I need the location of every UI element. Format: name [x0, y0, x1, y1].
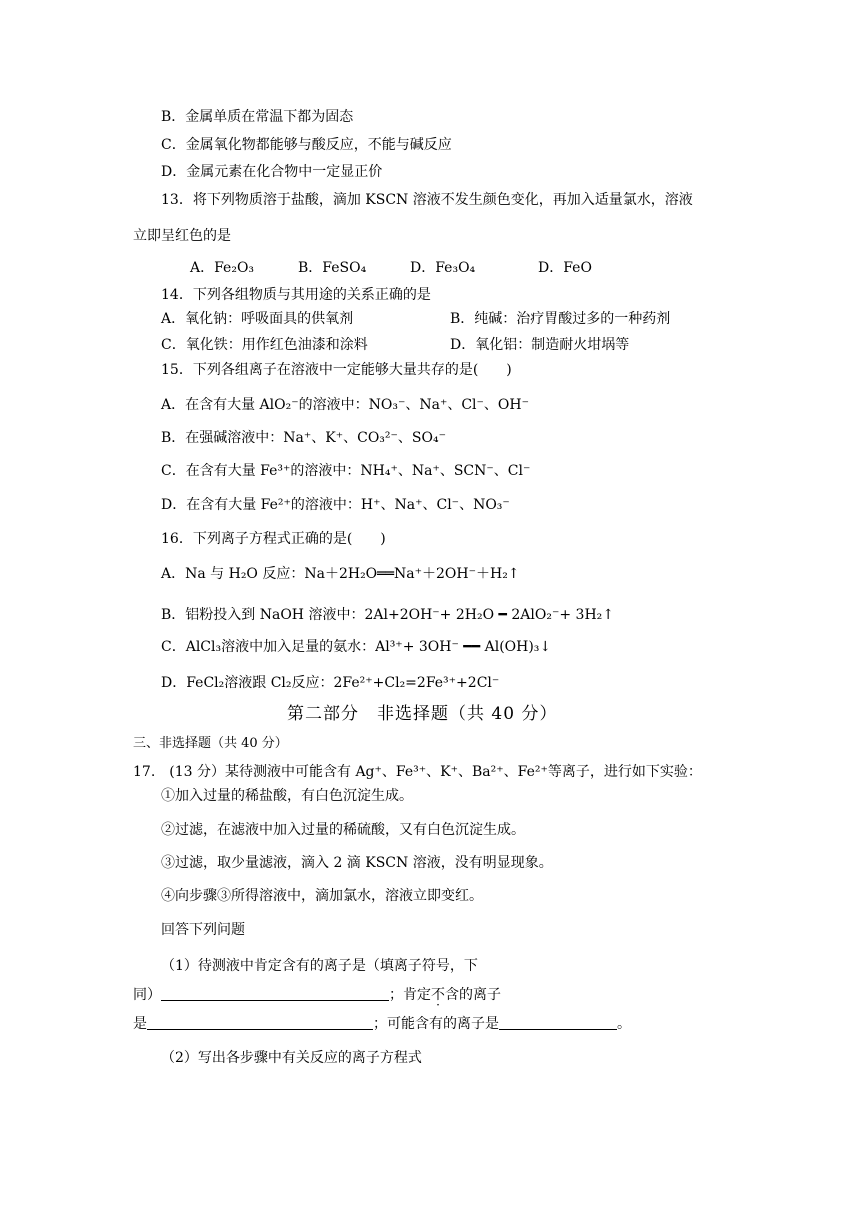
q16-option-b: B．铝粉投入到 NaOH 溶液中：2Al+2OH⁻+ 2H₂O ━ 2AlO₂⁻+ 3H₂↑ — [161, 607, 615, 623]
q13-option-b: B．FeSO₄ — [298, 260, 367, 276]
q15-stem: 15．下列各组离子在溶液中一定能够大量共存的是( ) — [161, 362, 512, 378]
q13-stem-line2: 立即呈红色的是 — [133, 228, 231, 244]
q13-option-c: D．Fe₃O₄ — [410, 260, 476, 276]
q17-part2: （2）写出各步骤中有关反应的离子方程式 — [161, 1050, 422, 1066]
q15-option-c: C．在含有大量 Fe³⁺的溶液中：NH₄⁺、Na⁺、SCN⁻、Cl⁻ — [161, 463, 531, 479]
section-three-heading: 三、非选择题（共 40 分） — [133, 736, 288, 751]
answer-blank-absent-ions[interactable] — [147, 1015, 373, 1030]
q15-option-d: D．在含有大量 Fe²⁺的溶液中：H⁺、Na⁺、Cl⁻、NO₃⁻ — [161, 497, 510, 513]
q17-part1-line3-mid: ；可能含有的离子是 — [373, 1016, 499, 1032]
q15-option-b: B．在强碱溶液中：Na⁺、K⁺、CO₃²⁻、SO₄⁻ — [161, 430, 446, 446]
part-two-title: 第二部分 非选择题（共 40 分） — [287, 704, 558, 724]
q14-option-a: A．氧化钠：呼吸面具的供氧剂 — [161, 311, 354, 327]
q17-part1-line3-prefix: 是 — [133, 1016, 147, 1032]
q12-option-c: C．金属氧化物都能够与酸反应，不能与碱反应 — [161, 137, 452, 153]
q16-option-a: A．Na 与 H₂O 反应：Na＋2H₂O══Na⁺＋2OH⁻＋H₂↑ — [161, 566, 520, 582]
q16-option-d: D．FeCl₂溶液跟 Cl₂反应：2Fe²⁺+Cl₂=2Fe³⁺+2Cl⁻ — [161, 675, 500, 691]
q14-option-b: B．纯碱：治疗胃酸过多的一种药剂 — [450, 311, 671, 327]
q13-option-d: D．FeO — [538, 260, 592, 276]
q16-stem: 16．下列离子方程式正确的是( ) — [161, 531, 386, 547]
q17-answer-prompt: 回答下列问题 — [161, 922, 245, 938]
answer-blank-certain-ions[interactable] — [161, 986, 389, 1001]
q13-option-a: A．Fe₂O₃ — [190, 260, 255, 276]
q14-option-d: D．氧化铝：制造耐火坩埚等 — [450, 337, 630, 353]
q17-part1-line2 — [133, 985, 501, 1005]
emphasis-dotted-char: 不 — [431, 987, 445, 1003]
q17-part1-line3 — [133, 1014, 631, 1034]
q17-step-2: ②过滤，在滤液中加入过量的稀硫酸，又有白色沉淀生成。 — [161, 822, 525, 838]
answer-blank-possible-ions[interactable] — [499, 1015, 617, 1030]
q12-option-d: D．金属元素在化合物中一定显正价 — [161, 164, 383, 180]
q17-step-1: ①加入过量的稀盐酸，有白色沉淀生成。 — [161, 788, 413, 804]
q17-part1-line2-mid: ；肯定 — [389, 987, 431, 1003]
q14-stem: 14．下列各组物质与其用途的关系正确的是 — [161, 287, 431, 303]
q17-part1-line1: （1）待测液中肯定含有的离子是（填离子符号，下 — [161, 958, 478, 974]
q15-option-a: A．在含有大量 AlO₂⁻的溶液中：NO₃⁻、Na⁺、Cl⁻、OH⁻ — [161, 397, 529, 413]
q13-stem-line1: 13．将下列物质溶于盐酸，滴加 KSCN 溶液不发生颜色变化，再加入适量氯水，溶液 — [161, 192, 693, 208]
q17-part1-line3-end: 。 — [617, 1016, 631, 1032]
q12-option-b: B．金属单质在常温下都为固态 — [161, 109, 354, 125]
q17-step-3: ③过滤，取少量滤液，滴入 2 滴 KSCN 溶液，没有明显现象。 — [161, 855, 553, 871]
q17-stem: 17. (13 分）某待测液中可能含有 Ag⁺、Fe³⁺、K⁺、Ba²⁺、Fe²⁺等离子，进行如下实验： — [133, 764, 702, 780]
q17-step-4: ④向步骤③所得溶液中，滴加氯水，溶液立即变红。 — [161, 888, 483, 904]
q17-part1-line2-suffix: 含的离子 — [445, 987, 501, 1003]
q17-part1-line2-prefix: 同） — [133, 987, 161, 1003]
q14-option-c: C．氧化铁：用作红色油漆和涂料 — [161, 337, 368, 353]
q16-option-c: C．AlCl₃溶液中加入足量的氨水：Al³⁺+ 3OH⁻ ━━ Al(OH)₃↓ — [161, 639, 552, 655]
